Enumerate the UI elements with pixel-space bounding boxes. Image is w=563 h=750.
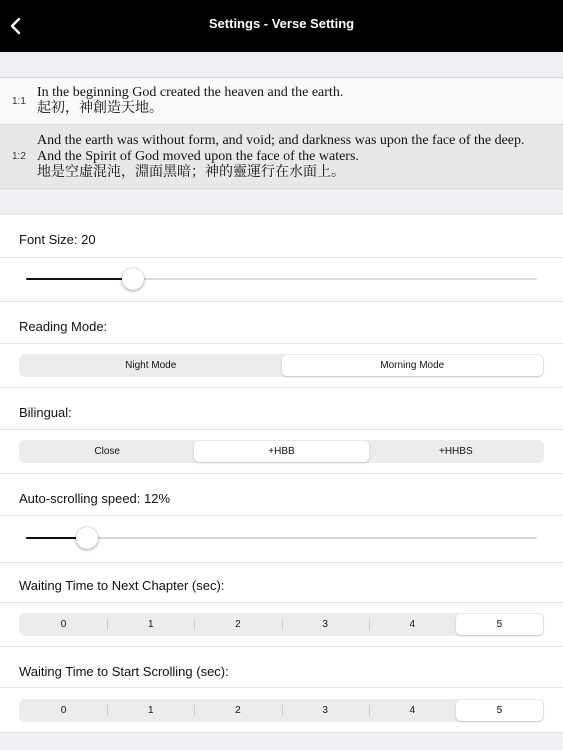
slider-thumb[interactable] [122, 268, 144, 290]
next-chapter-option[interactable]: 3 [282, 614, 369, 635]
slider-thumb[interactable] [76, 527, 98, 549]
font-size-slider[interactable] [26, 278, 537, 280]
start-scrolling-label: Waiting Time to Start Scrolling (sec): [19, 664, 229, 679]
auto-scroll-slider-row [0, 516, 563, 563]
verse-row [0, 78, 563, 125]
nav-bar [0, 0, 563, 52]
bilingual-label-row [0, 388, 563, 430]
page-title: Settings - Verse Setting [208, 16, 355, 31]
auto-scroll-label-row [0, 474, 563, 516]
start-scrolling-option[interactable]: 5 [456, 700, 543, 721]
verse-line: And the Spirit of God moved upon the face of the waters. [37, 148, 359, 164]
reading-mode-row [0, 344, 563, 388]
verse-text [37, 133, 525, 181]
start-scrolling-option[interactable]: 1 [107, 700, 194, 721]
next-chapter-option[interactable]: 2 [194, 614, 281, 635]
verse-line: 起初，神創造天地。 [37, 101, 163, 116]
start-scrolling-label-row [0, 647, 563, 688]
verse-preview [0, 77, 563, 189]
next-chapter-label: Waiting Time to Next Chapter (sec): [19, 578, 225, 593]
reading-mode-option[interactable]: Night Mode [125, 360, 177, 371]
verse-line: In the beginning God created the heaven and the earth. [37, 85, 344, 100]
bilingual-option[interactable]: +HHBS [439, 446, 473, 457]
auto-scroll-label: Auto-scrolling speed: 12% [19, 491, 171, 506]
bilingual-row [0, 430, 563, 474]
verse-line: And the earth was without form, and void; and darkness was upon the face of the deep. [37, 132, 525, 148]
font-size-label: Font Size: 20 [19, 232, 96, 247]
verse-row [0, 125, 563, 189]
next-chapter-option[interactable]: 1 [107, 614, 194, 635]
bilingual-option[interactable]: Close [94, 446, 120, 457]
font-size-slider-row [0, 258, 563, 302]
bilingual-option[interactable]: +HBB [194, 441, 368, 462]
next-chapter-control[interactable] [19, 613, 544, 636]
start-scrolling-control[interactable] [19, 699, 544, 722]
reading-mode-label: Reading Mode: [19, 319, 108, 334]
reading-mode-control[interactable] [19, 354, 544, 377]
verse-ref: 1:1 [12, 95, 26, 107]
next-chapter-option[interactable]: 0 [60, 619, 67, 630]
auto-scroll-slider[interactable] [26, 537, 537, 539]
verse-ref: 1:2 [12, 151, 26, 162]
start-scrolling-option[interactable]: 3 [282, 700, 369, 721]
start-scrolling-option[interactable]: 0 [60, 705, 67, 716]
next-chapter-row [0, 603, 563, 647]
next-chapter-label-row [0, 563, 563, 603]
start-scrolling-option[interactable]: 2 [194, 700, 281, 721]
reading-mode-option[interactable]: Morning Mode [282, 355, 544, 376]
verse-line: 地是空虛混沌，淵面黑暗；神的靈運行在水面上。 [37, 164, 345, 180]
start-scrolling-option[interactable]: 4 [369, 700, 456, 721]
verse-text [37, 85, 343, 117]
next-chapter-option[interactable]: 5 [456, 614, 543, 635]
start-scrolling-row [0, 688, 563, 733]
next-chapter-option[interactable]: 4 [369, 614, 456, 635]
bilingual-label: Bilingual: [19, 405, 72, 420]
font-size-label-row [0, 214, 563, 258]
bilingual-control[interactable] [19, 440, 544, 463]
reading-mode-label-row [0, 302, 563, 344]
slider-fill [26, 278, 133, 280]
